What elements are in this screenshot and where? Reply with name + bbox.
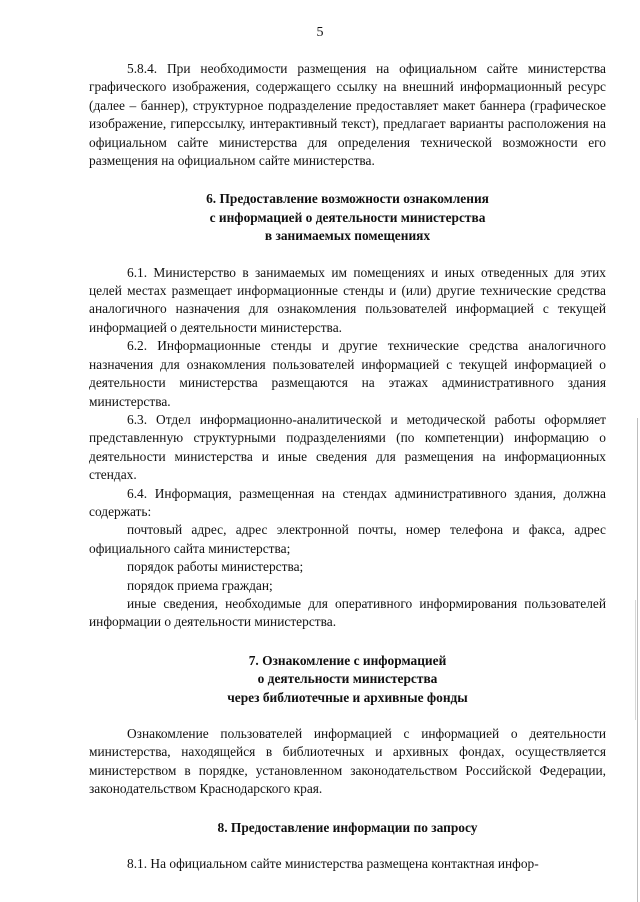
scan-edge-line [637,418,638,902]
section-heading-line: в занимаемых помещениях [264,228,431,244]
paragraph-8-1: 8.1. На официальном сайте министерства размещена контактная инфор- [127,856,539,872]
section-heading-line: 6. Предоставление возможности ознакомления [206,191,489,207]
scan-edge-line [635,600,636,720]
paragraph-7: Ознакомление пользователей информацией с информацией о деятельности министерства, находящейся в библиотечных и архивных фондах, осуществляется министерством в порядке, установленном законодательством Российской Федерации, законодательством Краснодарского края. [89,726,606,797]
section-7-heading [89,652,606,707]
document-body [89,60,606,873]
list-item-reception: порядок приема граждан; [127,577,273,593]
list-item-address: почтовый адрес, адрес электронной почты, номер телефона и факса, адрес официального сайта министерства; [89,522,606,556]
paragraph-6-4: 6.4. Информация, размещенная на стендах административного здания, должна содержать: [89,485,606,519]
section-heading-line: 8. Предоставление информации по запросу [217,819,478,835]
paragraph-6-1: 6.1. Министерство в занимаемых им помещениях и иных отведенных для этих целей местах размещает информационные стенды и (или) другие технические средства аналогичного назначения для ознакомления пользователей информацией с текущей информацией о деятельности министерства. [89,264,606,335]
section-6-heading [89,190,606,245]
section-heading-line: о деятельности министерства [257,671,438,687]
section-heading-line: с информацией о деятельности министерства [209,209,486,225]
list-item-other-info: иные сведения, необходимые для оперативного информирования пользователей информации о деятельности министерства. [89,595,606,630]
page-number: 5 [316,25,324,40]
paragraph-5-8-4: 5.8.4. При необходимости размещения на официальном сайте министерства графического изображения, содержащего ссылку на внешний информационный ресурс (далее – баннер), структурное подразделение предоставляет макет баннера (графическое изображение, гиперссылку, интерактивный текст), предлагает варианты расположения на официальном сайте министерства для определения технической возможности его размещения на официальном сайте министерства. [89,61,606,169]
paragraph-6-3: 6.3. Отдел информационно-аналитической и методической работы оформляет представленную структурными подразделениями (по компетенции) информацию о деятельности министерства и иные сведения для размещения на информационных стендах. [89,411,606,483]
list-item-work-order: порядок работы министерства; [127,559,304,575]
paragraph-6-2: 6.2. Информационные стенды и другие технические средства аналогичного назначения для ознакомления пользователей информацией с текущей информацией о деятельности министерства размещаются на этажах административного здания министерства. [89,338,606,409]
section-heading-line: через библиотечные и архивные фонды [227,689,468,705]
section-heading-line: 7. Ознакомление с информацией [248,652,447,668]
section-8-heading [89,819,606,837]
